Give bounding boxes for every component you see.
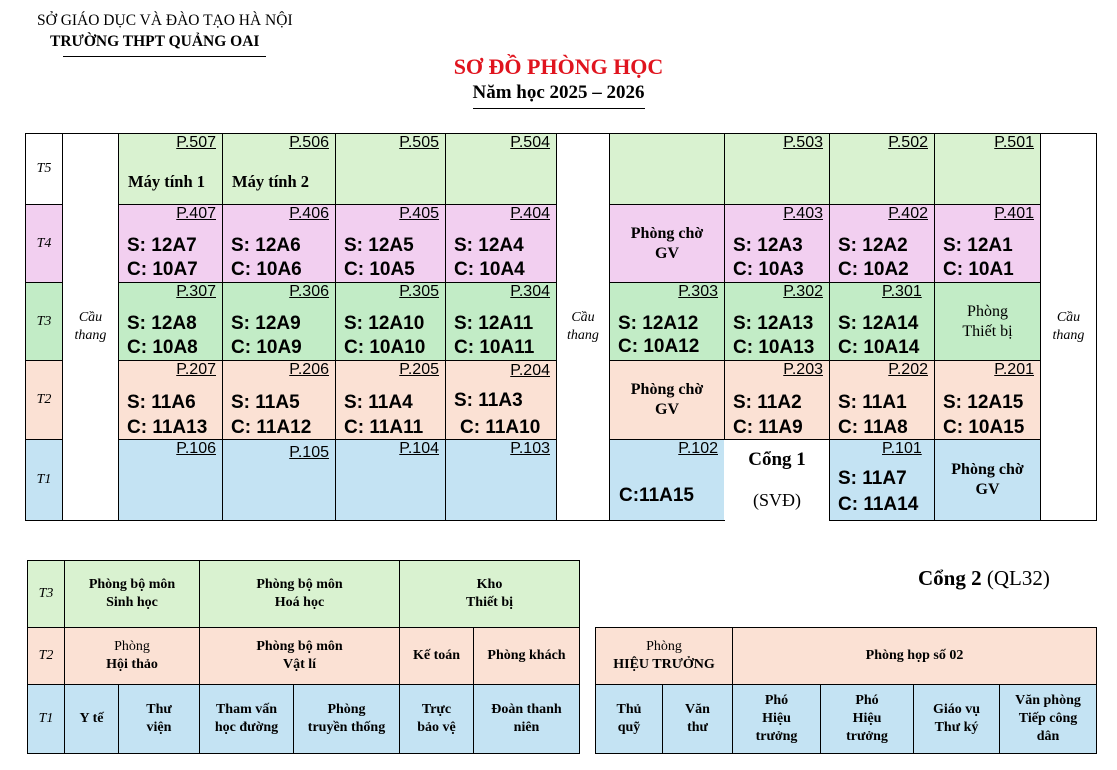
- room-label-line: Hoá học: [274, 595, 325, 610]
- gate-1: [724, 440, 830, 520]
- afternoon-class: C: 10A13: [733, 337, 815, 358]
- room-cell: [118, 282, 223, 361]
- teacher-lounge: [609, 204, 725, 283]
- room-cell: [222, 133, 336, 205]
- afternoon-class: C: 11A9: [733, 417, 803, 438]
- tier-label: T3: [25, 282, 63, 361]
- room-label-line: Phòng họp số 02: [865, 648, 964, 663]
- counseling-room: [199, 684, 294, 754]
- room-cell: [934, 360, 1041, 440]
- room-label-line: Phòng bộ môn: [256, 639, 343, 654]
- room-label-line: Kho: [476, 577, 503, 592]
- room-label-line: Tham vấn: [215, 702, 278, 717]
- room-label-line: trưởng: [755, 729, 798, 744]
- tier-label: T3: [27, 560, 65, 628]
- room-cell: [724, 133, 830, 205]
- room-number: P.501: [994, 134, 1034, 151]
- room-label-line: Thư: [146, 702, 172, 717]
- room-cell: [118, 360, 223, 440]
- morning-class: S: 12A12: [618, 313, 699, 334]
- room-number: P.303: [678, 283, 718, 300]
- principal-office: [595, 627, 733, 685]
- room-cell: [609, 133, 725, 205]
- room-cell: [829, 133, 935, 205]
- room-number: P.507: [176, 134, 216, 151]
- room-number: P.403: [783, 205, 823, 222]
- morning-class: S: 11A3: [454, 390, 523, 411]
- room-number: P.504: [510, 134, 550, 151]
- morning-class: S: 12A13: [733, 313, 814, 334]
- room-cell: [445, 282, 557, 361]
- physics-lab: [199, 627, 400, 685]
- room-label-line: Y tế: [79, 711, 104, 726]
- tier-label: T5: [25, 133, 63, 205]
- room-number: P.406: [289, 205, 329, 222]
- stairs-label: Cầu: [1056, 310, 1081, 325]
- room-number: P.404: [510, 205, 550, 222]
- room-cell: [335, 360, 446, 440]
- room-number: P.207: [176, 361, 216, 378]
- stairs-right: [1040, 133, 1097, 521]
- room-cell: [222, 282, 336, 361]
- room-label-line: trưởng: [846, 729, 888, 744]
- room-number: P.305: [399, 283, 439, 300]
- room-label-line: GV: [655, 244, 679, 262]
- morning-class: S: 12A10: [344, 313, 425, 334]
- afternoon-class: C: 11A12: [231, 417, 312, 438]
- room-cell: [829, 360, 935, 440]
- room-label-line: Trực: [421, 702, 452, 717]
- treasurer-room: [595, 684, 663, 754]
- room-label-line: Hiệu: [762, 711, 791, 726]
- gate-1-label: Cổng 1: [748, 449, 806, 470]
- room-cell: [724, 204, 830, 283]
- morning-class: S: 12A1: [943, 235, 1013, 256]
- afternoon-class: C: 10A2: [838, 259, 909, 280]
- room-label-line: Phó: [764, 693, 789, 708]
- stairs-middle: [556, 133, 610, 521]
- stairs-label: thang: [74, 328, 107, 343]
- morning-class: S: 12A14: [838, 313, 919, 334]
- room-cell: [335, 439, 446, 521]
- room-cell: [118, 439, 223, 521]
- room-cell: [118, 133, 223, 205]
- room-cell: [609, 439, 725, 521]
- morning-class: S: 11A4: [344, 392, 413, 413]
- room-label-line: GV: [655, 401, 679, 418]
- room-number: P.101: [882, 440, 922, 457]
- room-cell: [445, 360, 557, 440]
- room-number: P.307: [176, 283, 216, 300]
- room-label-line: Kế toán: [412, 648, 461, 663]
- room-cell: [724, 360, 830, 440]
- afternoon-class: C: 10A5: [344, 259, 415, 280]
- room-label-line: bảo vệ: [417, 720, 456, 735]
- room-number: P.206: [289, 361, 329, 378]
- morning-class: S: 12A8: [127, 313, 197, 334]
- gate-1-note: (SVĐ): [753, 490, 801, 510]
- room-cell: [335, 133, 446, 205]
- afternoon-class: C: 11A13: [127, 417, 208, 438]
- room-label-line: dân: [1036, 729, 1060, 744]
- room-cell: [222, 360, 336, 440]
- room-label-line: Hiệu: [852, 711, 882, 726]
- equipment-room: [934, 282, 1041, 361]
- afternoon-class: C: 10A11: [454, 337, 535, 358]
- clerk-room: [662, 684, 733, 754]
- room-label-line: Phòng: [327, 702, 366, 717]
- room-number: P.304: [510, 283, 550, 300]
- school-name: TRƯỜNG THPT QUẢNG OAI: [50, 33, 260, 50]
- room-cell: [222, 204, 336, 283]
- guest-room: [473, 627, 580, 685]
- room-cell: [445, 439, 557, 521]
- room-label-line: Phòng bộ môn: [88, 577, 176, 592]
- stairs-label: Cầu: [571, 310, 595, 325]
- morning-class: S: 11A2: [733, 392, 802, 413]
- morning-class: S: 11A7: [838, 468, 907, 489]
- morning-class: S: 12A11: [454, 313, 534, 334]
- room-label-line: Phòng: [967, 302, 1008, 320]
- room-number: P.105: [289, 444, 329, 461]
- afternoon-class: C: 11A8: [838, 417, 908, 438]
- afternoon-class: C: 10A1: [943, 259, 1014, 280]
- tier-label: T2: [25, 360, 63, 440]
- room-number: P.405: [399, 205, 439, 222]
- afternoon-class: C: 10A14: [838, 337, 920, 358]
- afternoon-class: C: 10A15: [943, 417, 1025, 438]
- room-cell: [335, 204, 446, 283]
- room-label-line: Văn: [685, 702, 710, 717]
- citizen-reception-office: [999, 684, 1097, 754]
- room-label-line: HIỆU TRƯỞNG: [613, 657, 715, 672]
- room-number: P.505: [399, 134, 439, 151]
- teacher-lounge: [934, 439, 1041, 521]
- stairs-label: thang: [1052, 328, 1085, 343]
- tier-label: T1: [25, 439, 63, 521]
- medical-room: [64, 684, 119, 754]
- afternoon-class: C: 10A4: [454, 259, 525, 280]
- tier-label: T1: [27, 684, 65, 754]
- afternoon-class: C: 10A7: [127, 259, 198, 280]
- room-label-line: Phòng chờ: [630, 224, 704, 242]
- stairs-label: thang: [567, 328, 599, 343]
- room-label-line: Tiếp công: [1018, 711, 1078, 726]
- room-cell: [934, 133, 1041, 205]
- academic-affairs-room: [913, 684, 1000, 754]
- gate-2-label: Cổng 2: [918, 566, 982, 590]
- room-label: Máy tính 1: [128, 172, 206, 191]
- tradition-room: [293, 684, 400, 754]
- security-room: [399, 684, 474, 754]
- room-label-line: truyền thống: [307, 720, 386, 735]
- stairs-label: Cầu: [78, 310, 103, 325]
- room-number: P.205: [399, 361, 439, 378]
- room-label-line: Thiết bị: [962, 322, 1013, 340]
- room-label-line: Thư ký: [934, 720, 979, 735]
- room-cell: [829, 204, 935, 283]
- morning-class: S: 11A1: [838, 392, 907, 413]
- afternoon-class: C: 10A6: [231, 259, 302, 280]
- morning-class: S: 12A4: [454, 235, 524, 256]
- room-label-line: Đoàn thanh: [491, 702, 562, 717]
- room-number: P.301: [882, 283, 922, 300]
- afternoon-class: C: 11A14: [838, 494, 919, 515]
- room-number: P.503: [783, 134, 823, 151]
- afternoon-class: C: 10A12: [618, 336, 700, 357]
- tier-label: T2: [27, 627, 65, 685]
- room-label-line: Phòng chờ: [951, 461, 1024, 478]
- morning-class: S: 12A5: [344, 235, 414, 256]
- room-label-line: GV: [975, 481, 1000, 498]
- room-label-line: niên: [513, 720, 540, 735]
- room-number: P.102: [678, 440, 718, 457]
- room-label-line: học đường: [214, 720, 279, 735]
- room-label-line: Thiết bị: [465, 595, 514, 610]
- room-label-line: Hội thảo: [106, 657, 158, 672]
- gate-2-road: (QL32): [986, 566, 1050, 590]
- room-label-line: Phòng: [646, 639, 682, 654]
- room-cell: [445, 133, 557, 205]
- afternoon-class: C: 11A10: [460, 417, 541, 438]
- department-name: SỞ GIÁO DỤC VÀ ĐÀO TẠO HÀ NỘI: [37, 12, 293, 29]
- library: [118, 684, 200, 754]
- afternoon-class: C: 10A10: [344, 337, 426, 358]
- room-cell: [222, 439, 336, 521]
- room-number: P.502: [888, 134, 928, 151]
- morning-class: S: 12A15: [943, 392, 1024, 413]
- room-cell: [934, 204, 1041, 283]
- morning-class: S: 12A7: [127, 235, 197, 256]
- room-label-line: viện: [146, 720, 172, 735]
- meeting-room-02: [732, 627, 1097, 685]
- afternoon-class: C: 11A11: [344, 417, 424, 438]
- morning-class: S: 12A9: [231, 313, 301, 334]
- room-number: P.103: [510, 440, 550, 457]
- page-title: SƠ ĐỒ PHÒNG HỌC: [453, 54, 664, 79]
- room-label-line: Sinh học: [106, 595, 158, 610]
- room-number: P.104: [399, 440, 439, 457]
- room-label-line: Phòng bộ môn: [256, 577, 343, 592]
- room-label-line: Văn phòng: [1015, 693, 1081, 708]
- afternoon-class: C: 10A3: [733, 259, 804, 280]
- gate-2: [918, 566, 1050, 591]
- afternoon-class: C:11A15: [619, 485, 694, 506]
- room-cell: [724, 282, 830, 361]
- morning-class: S: 12A6: [231, 235, 301, 256]
- room-number: P.201: [994, 361, 1034, 378]
- room-number: P.106: [176, 440, 216, 457]
- afternoon-class: C: 10A9: [231, 337, 302, 358]
- youth-union-room: [473, 684, 580, 754]
- morning-class: S: 12A2: [838, 235, 908, 256]
- stairs-left: [62, 133, 119, 521]
- room-number: P.202: [888, 361, 928, 378]
- room-number: P.306: [289, 283, 329, 300]
- room-number: P.401: [994, 205, 1034, 222]
- room-label-line: Phòng: [114, 639, 150, 654]
- room-number: P.203: [783, 361, 823, 378]
- room-label-line: Phòng khách: [487, 648, 566, 663]
- room-label-line: Vật lí: [282, 657, 317, 672]
- accounting-room: [399, 627, 474, 685]
- morning-class: S: 11A5: [231, 392, 300, 413]
- subtitle-divider: [473, 108, 645, 109]
- equipment-storage: [399, 560, 580, 628]
- room-label-line: quỹ: [617, 720, 641, 735]
- conference-hall: [64, 627, 200, 685]
- room-number: P.204: [510, 362, 550, 379]
- morning-class: S: 12A3: [733, 235, 803, 256]
- vice-principal-office: [820, 684, 914, 754]
- room-cell: [609, 282, 725, 361]
- tier-label: T4: [25, 204, 63, 283]
- room-label-line: Phòng chờ: [630, 381, 704, 398]
- room-label-line: Thủ: [616, 702, 642, 717]
- room-label-line: Phó: [855, 693, 879, 708]
- room-label-line: thư: [687, 720, 708, 735]
- room-cell: [335, 282, 446, 361]
- room-number: P.407: [176, 205, 216, 222]
- page-subtitle: Năm học 2025 – 2026: [472, 82, 645, 103]
- room-number: P.506: [289, 134, 329, 151]
- teacher-lounge: [609, 360, 725, 440]
- room-number: P.302: [783, 283, 823, 300]
- room-cell: [829, 439, 935, 521]
- morning-class: S: 11A6: [127, 392, 196, 413]
- room-label-line: Giáo vụ: [932, 702, 981, 717]
- chemistry-lab: [199, 560, 400, 628]
- room-cell: [445, 204, 557, 283]
- room-number: P.402: [888, 205, 928, 222]
- vice-principal-office: [732, 684, 821, 754]
- afternoon-class: C: 10A8: [127, 337, 198, 358]
- room-cell: [118, 204, 223, 283]
- room-label: Máy tính 2: [232, 172, 310, 191]
- room-cell: [829, 282, 935, 361]
- biology-lab: [64, 560, 200, 628]
